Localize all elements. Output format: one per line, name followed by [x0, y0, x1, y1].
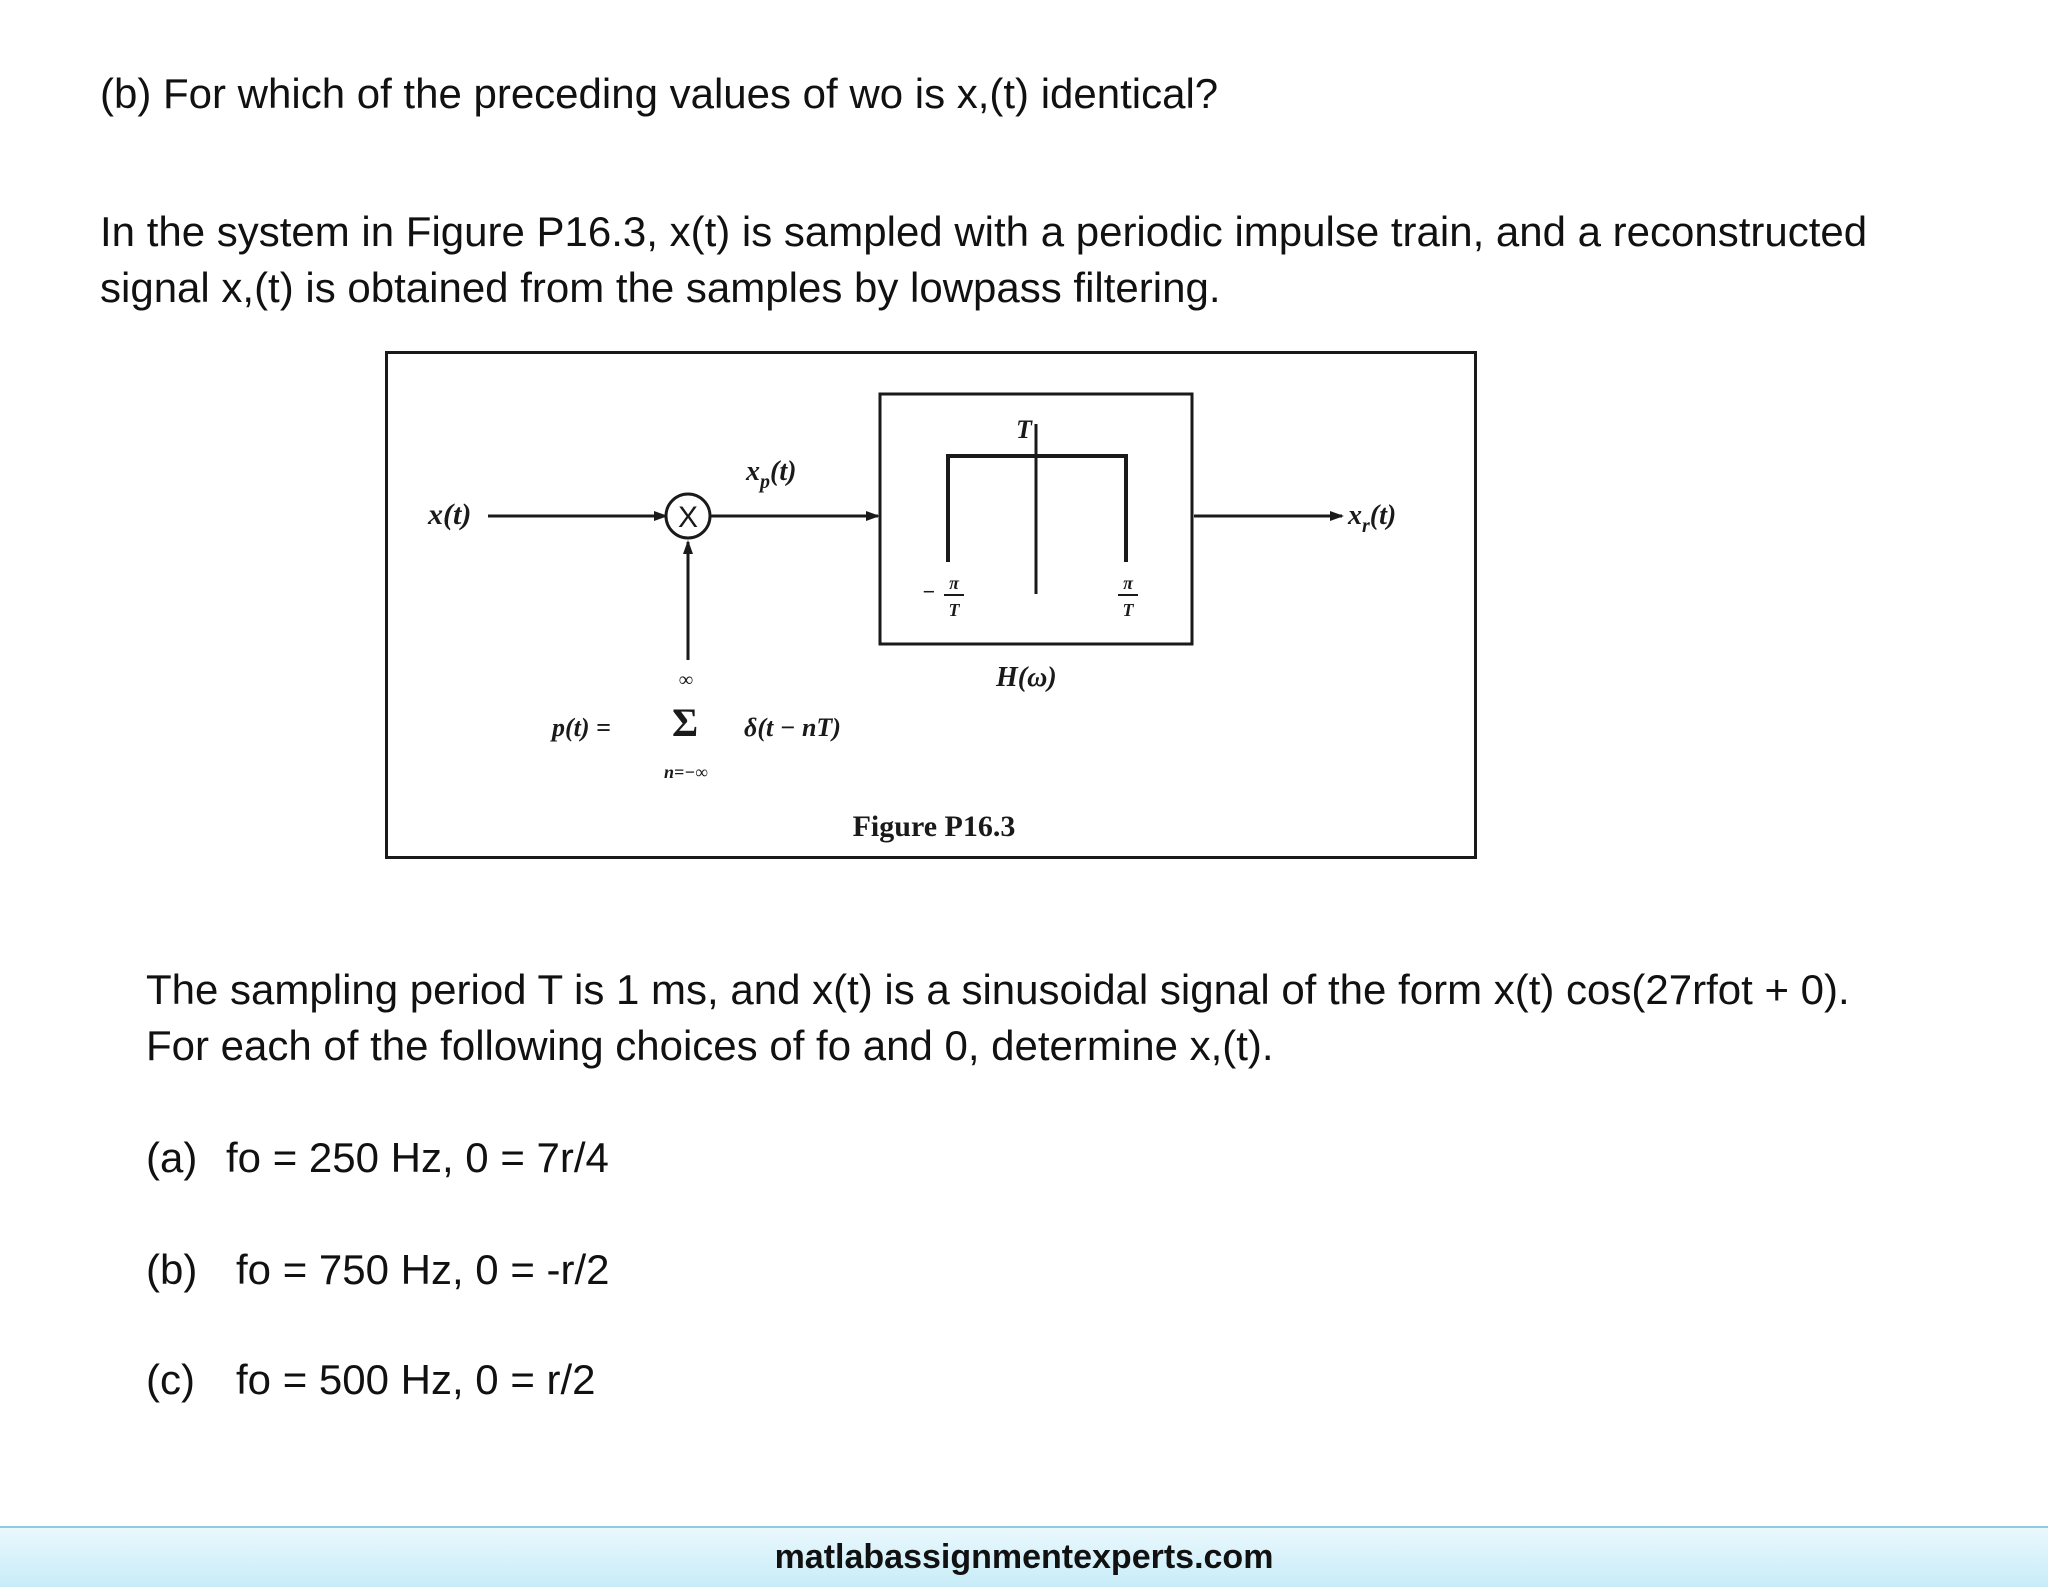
- sum-lower-limit: n=−∞: [663, 762, 709, 782]
- pos-cutoff-den: T: [1122, 600, 1134, 620]
- figure-caption: Figure P16.3: [852, 810, 1016, 843]
- sum-symbol: Σ: [672, 700, 699, 745]
- neg-cutoff-num: π: [949, 573, 959, 593]
- choice-a: [146, 1130, 609, 1186]
- choice-b-text: fo = 750 Hz, 0 = -r/2: [236, 1246, 610, 1293]
- choice-a-text: fo = 250 Hz, 0 = 7r/4: [226, 1134, 609, 1181]
- neg-cutoff-den: T: [948, 600, 960, 620]
- choice-b-label: (b): [146, 1246, 198, 1293]
- block-diagram: [388, 354, 1474, 856]
- intro-paragraph: [100, 204, 1867, 316]
- choice-b: [146, 1242, 610, 1298]
- neg-cutoff-minus: −: [922, 579, 936, 604]
- pos-cutoff-num: π: [1123, 573, 1133, 593]
- description-line-1: The sampling period T is 1 ms, and x(t) is a sinusoidal signal of the form x(t) cos(27rfot + 0).: [146, 966, 1850, 1013]
- choice-c-text: fo = 500 Hz, 0 = r/2: [236, 1356, 596, 1403]
- question-b-text: (b) For which of the preceding values of wo is x,(t) identical?: [100, 70, 1219, 117]
- xp-label: $x_p(t)$: [746, 456, 797, 493]
- description-line-2: For each of the following choices of fo and 0, determine x,(t).: [146, 1022, 1274, 1069]
- intro-line-2: signal x,(t) is obtained from the samples by lowpass filtering.: [100, 264, 1221, 311]
- filter-gain-label: T: [1016, 415, 1032, 444]
- choice-c: [146, 1352, 596, 1408]
- filter-name: H(ω): [996, 662, 1057, 693]
- output-label: $x_r(t)$: [1348, 500, 1397, 537]
- sum-upper-limit: ∞: [678, 669, 694, 691]
- multiplier-symbol: X: [677, 501, 699, 534]
- impulse-term: δ(t − nT): [744, 713, 841, 742]
- footer-website[interactable]: matlabassignmentexperts.com: [774, 1538, 1274, 1576]
- figure-p16-3: [385, 351, 1477, 859]
- impulse-train-label: p(t) =: [552, 713, 611, 742]
- choice-c-label: (c): [146, 1356, 195, 1403]
- description-paragraph: [146, 962, 1850, 1074]
- choice-a-label: (a): [146, 1134, 198, 1181]
- footer-bar: [0, 1526, 2048, 1587]
- input-label: x(t): [428, 498, 472, 531]
- intro-line-1: In the system in Figure P16.3, x(t) is sampled with a periodic impulse train, and a reconstructed: [100, 208, 1868, 255]
